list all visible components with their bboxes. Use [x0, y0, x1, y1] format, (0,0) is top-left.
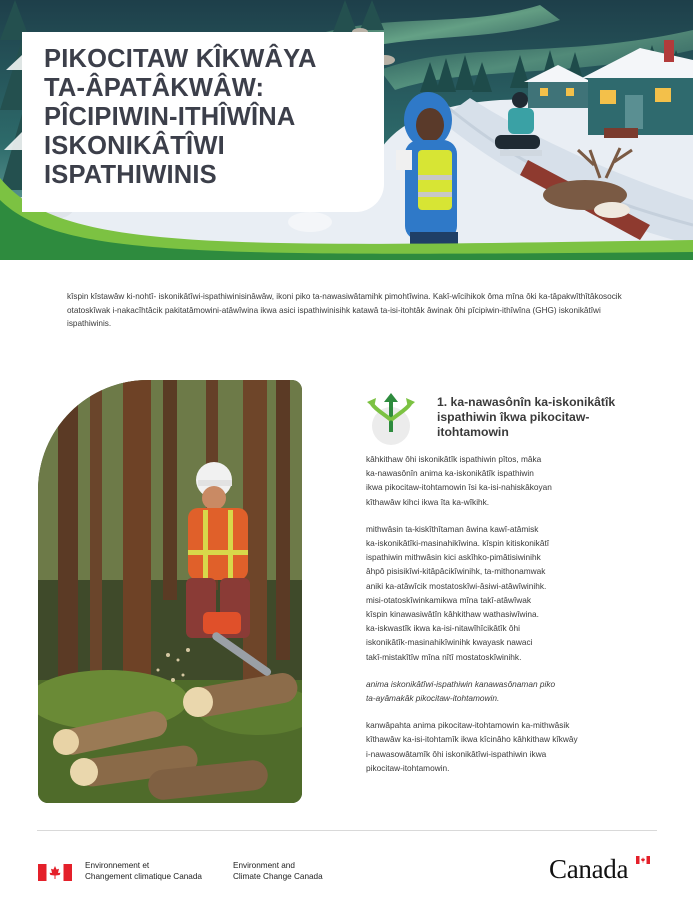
- italic-note: [366, 677, 628, 705]
- heading-line: itohtamowin: [437, 425, 509, 439]
- body-line: ka-iskonikâtîki-masinahikîwina. kîspin kitiskonikâtî: [366, 538, 550, 549]
- body-line: aniki ka-atâwîcik mostatoskîwi-âsiwi-atâwîwinihk.: [366, 580, 547, 591]
- department-line: Environment and: [233, 861, 295, 870]
- body-line: takî-mistakîtîw mîna nîtî mostatoskîwinihk.: [366, 651, 522, 662]
- intro-paragraph: kîspin kîstawâw ki-nohtî- iskonikâtîwi-ispathiwinisinâwâw, ikoni piko ta-nawasiwâtamihk pimohtîwina. Kakî-wîcihikok ôma mîna ôki ka-tâpakwîthîtâkosocik otatoskîwak i-nakacîhtâcik pakitatâmowini-atâwîwina ikwa asici ispathiwinisihk katawâ ta-isi-itohtâk âwinak ôhi pîcipiwin-ithîwîna (GHG) iskonikâtîwi ispathiwinis.: [67, 292, 622, 329]
- body-line: kîthawâw kihci ikwa îta ka-wîkihk.: [366, 496, 490, 507]
- body-paragraph: [366, 718, 628, 775]
- body-line: kîspin kinawasiwâtîn kâhkithaw wathasiwîwina.: [366, 609, 539, 620]
- canada-wordmark: Canada: [549, 854, 629, 884]
- body-line: mithwâsin ta-kiskîthîtaman âwina kawî-atâmisk: [366, 523, 539, 534]
- body-line: misi-otatoskîwinkamikwa mîna takî-atâwîwak: [366, 594, 532, 605]
- body-line: ka-nawasônîn anima ka-iskonikâtîk ispathiwin: [366, 468, 534, 479]
- title-line: PIKOCITAW KÎKWÂYA: [44, 45, 317, 73]
- heading-line: ispathiwin îkwa pikocitaw-: [437, 410, 590, 424]
- department-name-fr: [85, 861, 202, 882]
- body-line: anima iskonikâtîwi-ispathiwin kanawasônaman piko: [366, 678, 556, 689]
- body-line: ta-ayâmakâk pikocitaw-itohtamowin.: [366, 693, 500, 704]
- body-line: kanwâpahta anima pikocitaw-itohtamowin ka-mithwâsik: [366, 720, 570, 731]
- body-line: pikocitaw-itohtamowin.: [366, 762, 450, 773]
- diverging-arrows-icon: [362, 388, 420, 446]
- body-line: kâhkithaw ôhi iskonikâtîk ispathiwin pîtos, mâka: [366, 454, 542, 464]
- title-line: TA-ÂPATÂKWÂW:: [44, 74, 265, 102]
- forestry-photo-illustration: [38, 380, 302, 803]
- body-line: i-nawasowâtamîk ôhi iskonikâtîwi-ispathiwin ikwa: [366, 748, 547, 759]
- body-paragraph: [366, 452, 628, 509]
- body-line: kîthawâw ka-isi-itohtamîk ikwa kîcinâho kâhkithaw kîkwây: [366, 734, 578, 745]
- department-line: Environnement et: [85, 861, 150, 870]
- forestry-worker-photo: [38, 380, 302, 803]
- canada-flag-icon: [38, 864, 72, 881]
- wordmark-flag-icon: [636, 856, 650, 864]
- title-line: ISKONIKÂTÎWI: [44, 132, 225, 160]
- body-line: âhpô pisisikîwi-kitâpâcikîwinihk, ta-mithonamwak: [366, 566, 546, 577]
- body-line: ikwa pikocitaw-itohtamowin îsi ka-isi-nahiskâkoyan: [366, 482, 552, 493]
- hero-banner: [0, 0, 693, 260]
- title-line: ISPATHIWINIS: [44, 161, 217, 189]
- heading-line: 1. ka-nawasônîn ka-iskonikâtîk: [437, 395, 616, 409]
- page-title: [44, 45, 374, 190]
- department-name-en: [233, 861, 323, 882]
- body-line: iskonikâtîk-masinahikîwinihk kwayask nawaci: [366, 637, 533, 648]
- section-body: [366, 452, 628, 788]
- title-line: PÎCIPIWIN-ITHÎWÎNA: [44, 103, 296, 131]
- department-line: Climate Change Canada: [233, 871, 323, 881]
- body-line: ka-iskwastîk ikwa ka-isi-nitawîhîcikâtîk ôhi: [366, 623, 520, 634]
- department-line: Changement climatique Canada: [85, 871, 202, 881]
- footer-divider: [37, 830, 657, 831]
- body-paragraph: [366, 522, 628, 664]
- section-heading: [437, 395, 657, 440]
- body-line: ispathiwin mithwâsin kici askîhko-pimâtisiwinihk: [366, 552, 541, 563]
